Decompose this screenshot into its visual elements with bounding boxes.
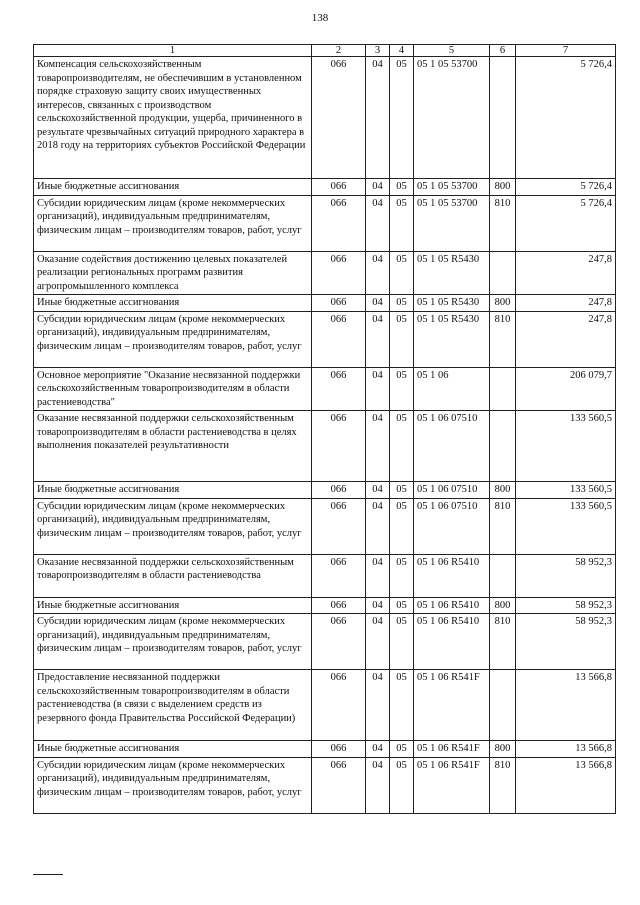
table-row	[34, 311, 616, 367]
row-grbs-code: 066	[312, 498, 366, 554]
table-row	[34, 367, 616, 411]
row-grbs-code: 066	[312, 367, 366, 411]
row-section-code: 04	[366, 179, 390, 196]
row-target-article: 05 1 05 53700	[414, 57, 490, 179]
row-subsection-code: 05	[390, 311, 414, 367]
row-grbs-code: 066	[312, 311, 366, 367]
row-section-code: 04	[366, 670, 390, 741]
row-amount: 247,8	[516, 251, 616, 295]
row-subsection-code: 05	[390, 498, 414, 554]
table-row	[34, 757, 616, 813]
column-header: 6	[490, 45, 516, 57]
table-row	[34, 597, 616, 614]
row-target-article: 05 1 06 R5410	[414, 554, 490, 597]
row-name: Оказание несвязанной поддержки сельскохозяйственным товаропроизводителям в области растениеводства	[34, 554, 312, 597]
row-target-article: 05 1 06 07510	[414, 482, 490, 499]
row-grbs-code: 066	[312, 614, 366, 670]
row-section-code: 04	[366, 482, 390, 499]
row-amount: 5 726,4	[516, 195, 616, 251]
row-name: Субсидии юридическим лицам (кроме некоммерческих организаций), индивидуальным предпринимателям, физическим лицам – производителям товаров, работ, услуг	[34, 311, 312, 367]
row-expense-type: 810	[490, 614, 516, 670]
column-header: 7	[516, 45, 616, 57]
row-subsection-code: 05	[390, 251, 414, 295]
row-target-article: 05 1 06 07510	[414, 411, 490, 482]
row-subsection-code: 05	[390, 554, 414, 597]
table-row	[34, 295, 616, 312]
row-subsection-code: 05	[390, 367, 414, 411]
row-expense-type: 800	[490, 179, 516, 196]
table-row	[34, 741, 616, 758]
row-grbs-code: 066	[312, 251, 366, 295]
row-name: Иные бюджетные ассигнования	[34, 482, 312, 499]
row-subsection-code: 05	[390, 195, 414, 251]
footnote-separator	[33, 874, 63, 875]
row-name: Предоставление несвязанной поддержки сельскохозяйственным товаропроизводителям в области растениеводства (в связи с выделением средств из резервного фонда Правительства Российской Федерации)	[34, 670, 312, 741]
row-name: Оказание содействия достижению целевых показателей реализации региональных программ развития агропромышленного комплекса	[34, 251, 312, 295]
row-subsection-code: 05	[390, 411, 414, 482]
row-subsection-code: 05	[390, 757, 414, 813]
row-subsection-code: 05	[390, 614, 414, 670]
row-target-article: 05 1 06 R5410	[414, 614, 490, 670]
row-target-article: 05 1 05 R5430	[414, 295, 490, 312]
row-section-code: 04	[366, 757, 390, 813]
row-section-code: 04	[366, 195, 390, 251]
row-section-code: 04	[366, 367, 390, 411]
row-expense-type: 810	[490, 757, 516, 813]
row-amount: 13 566,8	[516, 670, 616, 741]
row-name: Субсидии юридическим лицам (кроме некоммерческих организаций), индивидуальным предпринимателям, физическим лицам – производителям товаров, работ, услуг	[34, 757, 312, 813]
row-name: Компенсация сельскохозяйственным товаропроизводителям, не обеспечившим в установленном порядке страховую защиту своих имущественных интересов, связанных с производством сельскохозяйственной продукции, ущерба, причиненного в результате чрезвычайных ситуаций природного характера в 2018 году на территориях субъектов Российской Федерации	[34, 57, 312, 179]
row-subsection-code: 05	[390, 670, 414, 741]
table-row	[34, 614, 616, 670]
row-subsection-code: 05	[390, 295, 414, 312]
row-expense-type	[490, 554, 516, 597]
row-expense-type: 800	[490, 482, 516, 499]
table-row	[34, 411, 616, 482]
row-subsection-code: 05	[390, 179, 414, 196]
table-row	[34, 195, 616, 251]
row-amount: 133 560,5	[516, 498, 616, 554]
row-section-code: 04	[366, 554, 390, 597]
row-expense-type: 800	[490, 741, 516, 758]
row-grbs-code: 066	[312, 554, 366, 597]
column-header: 4	[390, 45, 414, 57]
row-grbs-code: 066	[312, 670, 366, 741]
row-target-article: 05 1 06	[414, 367, 490, 411]
row-section-code: 04	[366, 614, 390, 670]
row-section-code: 04	[366, 498, 390, 554]
row-amount: 58 952,3	[516, 597, 616, 614]
row-name: Иные бюджетные ассигнования	[34, 179, 312, 196]
row-amount: 13 566,8	[516, 757, 616, 813]
row-expense-type	[490, 670, 516, 741]
column-header: 2	[312, 45, 366, 57]
row-name: Субсидии юридическим лицам (кроме некоммерческих организаций), индивидуальным предпринимателям, физическим лицам – производителям товаров, работ, услуг	[34, 614, 312, 670]
row-target-article: 05 1 06 R5410	[414, 597, 490, 614]
row-amount: 13 566,8	[516, 741, 616, 758]
row-target-article: 05 1 05 R5430	[414, 311, 490, 367]
row-target-article: 05 1 06 R541F	[414, 670, 490, 741]
row-amount: 5 726,4	[516, 179, 616, 196]
row-grbs-code: 066	[312, 482, 366, 499]
header-row	[34, 45, 616, 57]
table-row	[34, 554, 616, 597]
row-name: Иные бюджетные ассигнования	[34, 597, 312, 614]
row-name: Иные бюджетные ассигнования	[34, 295, 312, 312]
row-expense-type	[490, 411, 516, 482]
row-target-article: 05 1 05 53700	[414, 195, 490, 251]
row-amount: 5 726,4	[516, 57, 616, 179]
row-expense-type: 810	[490, 498, 516, 554]
row-subsection-code: 05	[390, 482, 414, 499]
row-amount: 206 079,7	[516, 367, 616, 411]
row-amount: 133 560,5	[516, 411, 616, 482]
row-expense-type	[490, 57, 516, 179]
row-target-article: 05 1 06 R541F	[414, 741, 490, 758]
row-amount: 58 952,3	[516, 554, 616, 597]
row-subsection-code: 05	[390, 57, 414, 179]
row-name: Иные бюджетные ассигнования	[34, 741, 312, 758]
table-row	[34, 57, 616, 179]
row-amount: 247,8	[516, 311, 616, 367]
row-amount: 247,8	[516, 295, 616, 312]
row-expense-type: 810	[490, 195, 516, 251]
row-name: Оказание несвязанной поддержки сельскохозяйственным товаропроизводителям в области растениеводства в целях выполнения показателей результативности	[34, 411, 312, 482]
row-amount: 133 560,5	[516, 482, 616, 499]
page-number: 138	[311, 12, 329, 24]
row-grbs-code: 066	[312, 741, 366, 758]
budget-table	[33, 44, 616, 814]
row-grbs-code: 066	[312, 757, 366, 813]
row-grbs-code: 066	[312, 295, 366, 312]
row-expense-type: 800	[490, 295, 516, 312]
row-section-code: 04	[366, 741, 390, 758]
row-section-code: 04	[366, 411, 390, 482]
table-row	[34, 251, 616, 295]
row-expense-type: 800	[490, 597, 516, 614]
table-row	[34, 670, 616, 741]
row-target-article: 05 1 05 R5430	[414, 251, 490, 295]
row-expense-type	[490, 367, 516, 411]
row-section-code: 04	[366, 57, 390, 179]
row-expense-type: 810	[490, 311, 516, 367]
table-row	[34, 498, 616, 554]
row-grbs-code: 066	[312, 179, 366, 196]
column-header: 1	[34, 45, 312, 57]
row-grbs-code: 066	[312, 411, 366, 482]
row-name: Субсидии юридическим лицам (кроме некоммерческих организаций), индивидуальным предпринимателям, физическим лицам – производителям товаров, работ, услуг	[34, 195, 312, 251]
row-section-code: 04	[366, 311, 390, 367]
row-subsection-code: 05	[390, 597, 414, 614]
row-expense-type	[490, 251, 516, 295]
column-header: 5	[414, 45, 490, 57]
row-grbs-code: 066	[312, 195, 366, 251]
row-name: Основное мероприятие "Оказание несвязанной поддержки сельскохозяйственным товаропроизводителям в области растениеводства"	[34, 367, 312, 411]
row-subsection-code: 05	[390, 741, 414, 758]
table-row	[34, 482, 616, 499]
row-grbs-code: 066	[312, 597, 366, 614]
row-grbs-code: 066	[312, 57, 366, 179]
row-target-article: 05 1 06 R541F	[414, 757, 490, 813]
row-target-article: 05 1 06 07510	[414, 498, 490, 554]
row-amount: 58 952,3	[516, 614, 616, 670]
row-name: Субсидии юридическим лицам (кроме некоммерческих организаций), индивидуальным предпринимателям, физическим лицам – производителям товаров, работ, услуг	[34, 498, 312, 554]
column-header: 3	[366, 45, 390, 57]
row-section-code: 04	[366, 597, 390, 614]
row-section-code: 04	[366, 295, 390, 312]
table-row	[34, 179, 616, 196]
row-section-code: 04	[366, 251, 390, 295]
row-target-article: 05 1 05 53700	[414, 179, 490, 196]
